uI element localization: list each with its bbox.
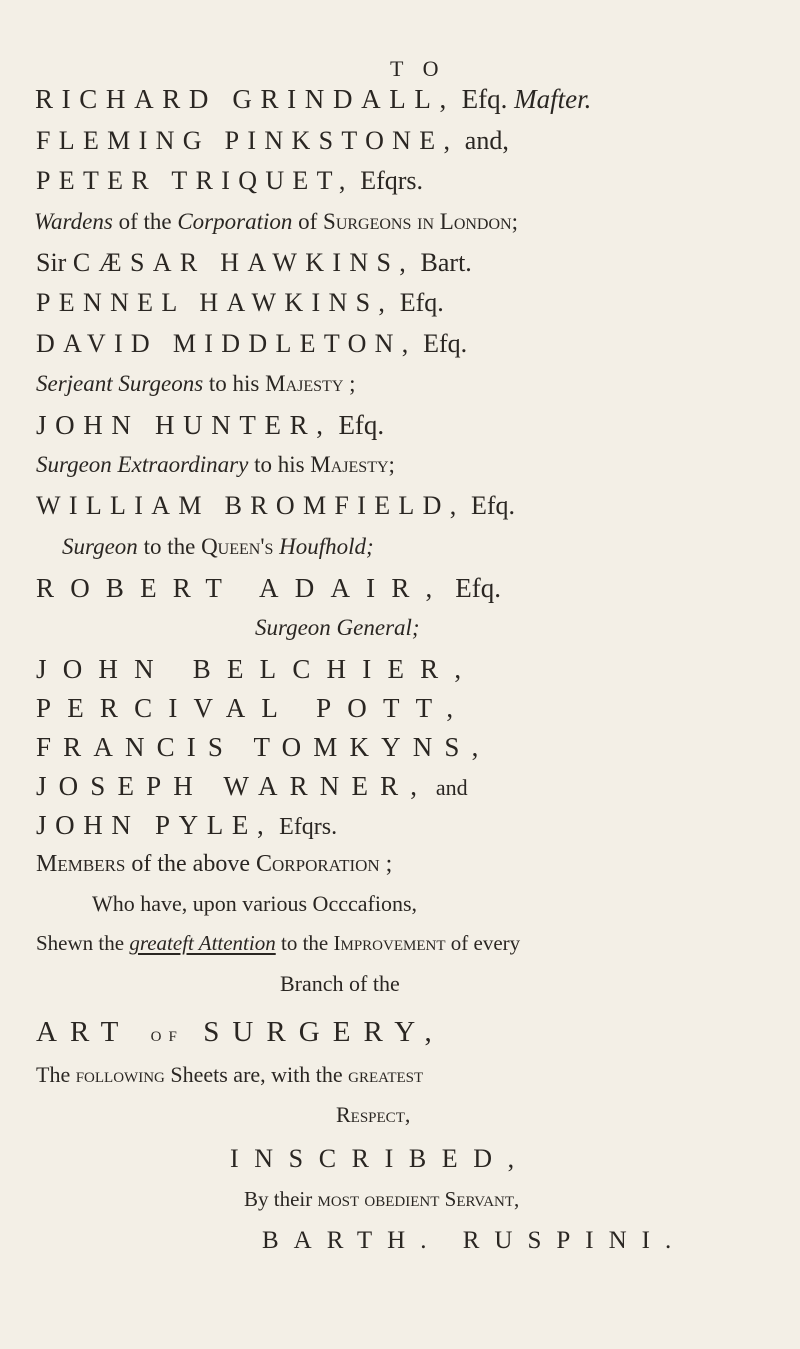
connector-text: to the	[143, 534, 196, 559]
name-robert-adair: ROBERT ADAIR,	[36, 573, 449, 603]
improvement-text: Improvement	[333, 931, 446, 955]
corporation-text: Corporation	[177, 209, 293, 234]
dedication-line-23: Branch of the	[280, 971, 400, 996]
dedication-line-12	[62, 535, 374, 558]
name-caesar-hawkins: CÆSAR HAWKINS,	[72, 248, 415, 277]
prefix-text: Sir	[36, 248, 67, 277]
dedication-line-25	[36, 1064, 423, 1086]
dedication-line-9	[36, 412, 384, 439]
connector-text: of the above	[131, 851, 250, 877]
queens-text: Queen's	[201, 534, 274, 559]
connector-text: The	[36, 1062, 71, 1087]
majesty-text: Majesty ;	[265, 371, 356, 396]
conjunction-text: and	[435, 775, 468, 800]
name-percival-pott: PERCIVAL POTT,	[36, 693, 470, 723]
name-peter-triquet: PETER TRIQUET,	[36, 166, 354, 195]
heading-to: T O	[390, 56, 446, 81]
dedication-line-10	[36, 453, 395, 476]
servant-text: most obedient Servant,	[317, 1187, 520, 1211]
dedication-line-21: Who have, upon various Occcafions,	[92, 891, 418, 916]
houshold-text: Houfhold;	[279, 534, 374, 559]
dedication-line-20	[36, 852, 392, 876]
inscribed-text: INSCRIBED,	[230, 1144, 530, 1173]
connector-text: of every	[450, 931, 521, 955]
conjunction-text: and,	[464, 126, 509, 155]
connector-text: to the	[280, 931, 329, 955]
corporation-text: Corporation ;	[255, 851, 393, 877]
dedication-line-8	[36, 372, 356, 395]
signature-barth-ruspini: BARTH. RUSPINI.	[262, 1227, 687, 1254]
wardens-text: Wardens	[34, 209, 113, 234]
name-john-pyle: JOHN PYLE,	[36, 810, 273, 840]
dedication-line-24	[36, 1018, 445, 1047]
serjeant-surgeons-text: Serjeant Surgeons	[36, 371, 204, 396]
dedication-line-2	[36, 128, 509, 154]
dedication-line-14: Surgeon General;	[255, 615, 420, 640]
title-text: Efq.	[471, 491, 516, 520]
dedication-line-6	[36, 290, 444, 316]
dedication-line-3	[36, 168, 423, 194]
connector-text: to his	[254, 452, 305, 477]
majesty-text: Majesty;	[310, 452, 395, 477]
dedication-line-22	[36, 933, 520, 954]
surgeons-london-text: Surgeons in London;	[323, 209, 518, 234]
of-text: of	[150, 1021, 184, 1046]
following-text: following	[75, 1062, 165, 1087]
name-pennel-hawkins: PENNEL HAWKINS,	[36, 288, 394, 317]
title-text: Efq.	[455, 573, 501, 603]
dedication-line-18	[36, 773, 468, 800]
art-text: ART	[36, 1016, 132, 1048]
surgeon-text: Surgeon	[62, 534, 138, 559]
dedication-line-19	[36, 812, 337, 839]
dedication-line-11	[36, 493, 515, 519]
surgeon-extraordinary-text: Surgeon Extraordinary	[36, 452, 249, 477]
connector-text: Shewn the	[36, 931, 125, 955]
name-david-middleton: DAVID MIDDLETON,	[36, 329, 417, 358]
title-text: Efq.	[399, 288, 444, 317]
dedication-line-4	[34, 210, 518, 233]
dedication-line-7	[36, 331, 467, 357]
name-joseph-warner: JOSEPH WARNER,	[36, 771, 430, 801]
greatest-text: greatest	[348, 1062, 424, 1087]
connector-text: By their	[244, 1187, 313, 1211]
surgery-text: SURGERY,	[203, 1016, 445, 1048]
dedication-line-13	[36, 575, 501, 602]
connector-text: to his	[208, 371, 260, 396]
dedication-line-26: Respect,	[336, 1102, 411, 1127]
title-text: Efq.	[423, 329, 468, 358]
connector-text: of	[298, 209, 318, 234]
title-text: Efq.	[461, 84, 508, 114]
title-text: Efq.	[338, 410, 385, 440]
dedication-line-5	[36, 250, 472, 276]
name-william-bromfield: WILLIAM BROMFIELD,	[36, 491, 465, 520]
name-richard-grindall: RICHARD GRINDALL,	[35, 84, 455, 114]
name-francis-tomkyns: FRANCIS TOMKYNS,	[36, 732, 491, 762]
dedication-line-1	[35, 86, 591, 113]
title-text: Bart.	[420, 248, 472, 277]
name-john-belchier: JOHN BELCHIER,	[36, 654, 478, 684]
name-fleming-pinkstone: FLEMING PINKSTONE,	[36, 126, 459, 155]
connector-text: Sheets are, with the	[170, 1062, 343, 1087]
members-text: Members	[36, 851, 126, 877]
name-john-hunter: JOHN HUNTER,	[36, 410, 332, 440]
title-text: Efqrs.	[360, 166, 424, 195]
connector-text: of the	[118, 209, 172, 234]
dedication-line-28	[244, 1189, 519, 1210]
title-text: Efqrs.	[279, 814, 338, 840]
title-italic: Mafter.	[514, 84, 592, 114]
greatest-attention-text: greateft Attention	[129, 931, 276, 955]
